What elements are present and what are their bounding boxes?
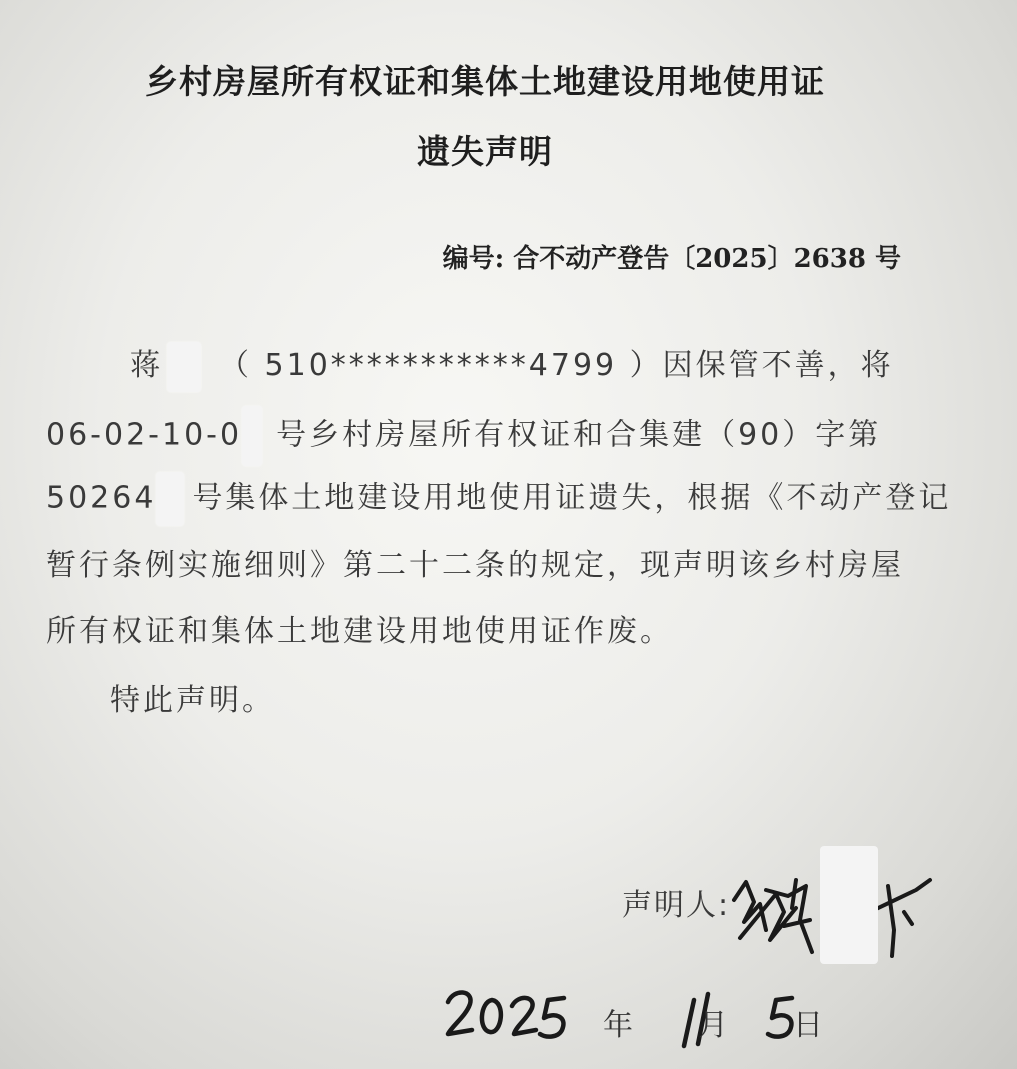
redaction-block: [242, 406, 262, 466]
body-line-2-text: 号乡村房屋所有权证和合集建（90）字第: [276, 417, 882, 453]
certificate-number: 50264: [46, 480, 157, 516]
date-day-label: 日: [793, 1008, 823, 1043]
date-year-label: 年: [603, 1008, 633, 1043]
notice-title: 乡村房屋所有权证和集体土地建设用地使用证: [145, 62, 825, 101]
redaction-block: [156, 472, 184, 526]
body-line-4: 暂行条例实施细则》第二十二条的规定，现声明该乡村房屋: [46, 548, 904, 583]
notice-subtitle: 遗失声明: [417, 132, 553, 171]
body-line-3-text: 号集体土地建设用地使用证遗失，根据《不动产登记: [192, 480, 952, 516]
body-line-2: [46, 406, 946, 466]
redaction-block: [167, 342, 201, 392]
body-line-5: 所有权证和集体土地建设用地使用证作废。: [46, 614, 673, 649]
redaction-block: [820, 846, 878, 964]
declarant-label: 声明人:: [622, 888, 731, 923]
body-line-1-text: （ 510***********4799 ）因保管不善，将: [219, 348, 894, 383]
body-line-1: [46, 340, 946, 392]
document-number: 编号: 合不动产登告〔2025〕2638 号: [442, 244, 901, 274]
closing-statement: 特此声明。: [110, 683, 275, 718]
certificate-number: 06-02-10-0: [46, 417, 243, 453]
body-line-3: [46, 472, 952, 526]
declarant-surname: 蒋: [130, 348, 163, 383]
date-month-label: 月: [698, 1008, 728, 1043]
